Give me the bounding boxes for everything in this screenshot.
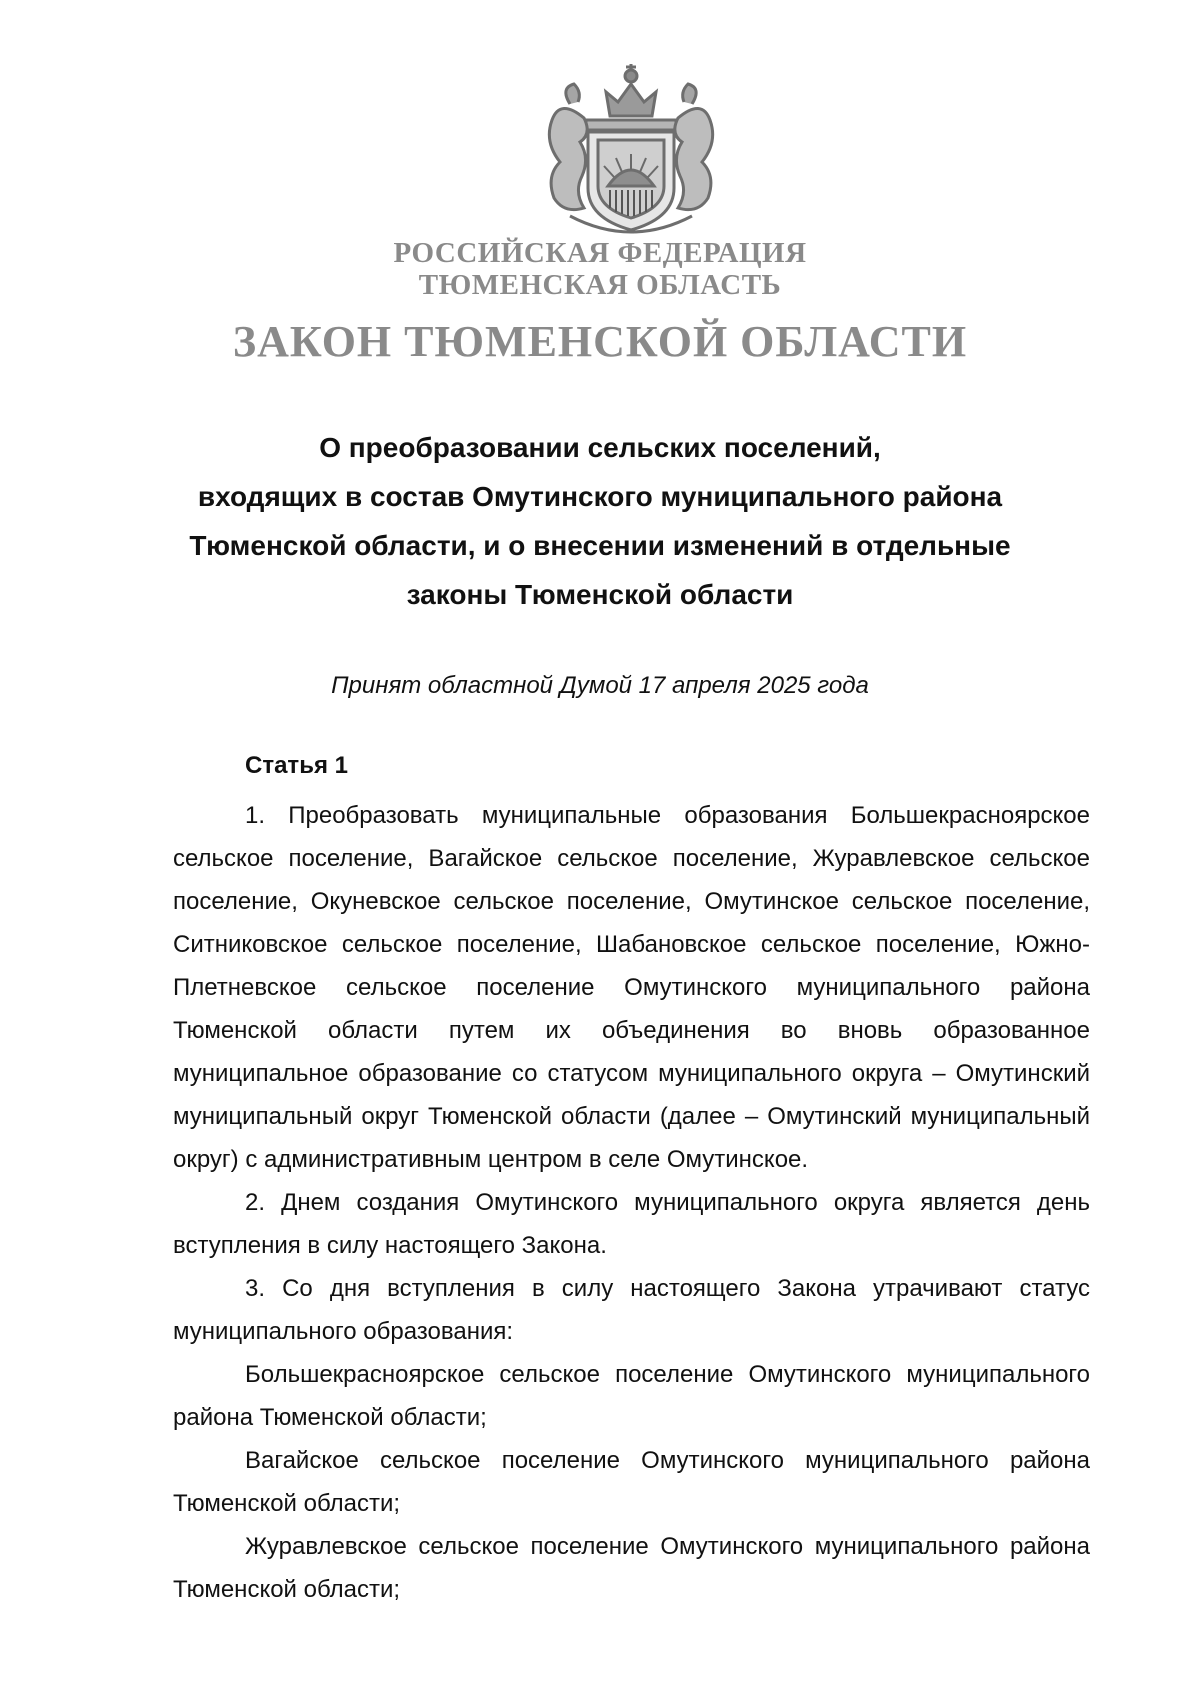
article-body [173, 794, 1090, 1611]
coat-of-arms-icon [530, 58, 732, 240]
article-paragraph: Вагайское сельское поселение Омутинского муниципального района Тюменской области; [173, 1447, 1090, 1517]
adoption-note: Принят областной Думой 17 апреля 2025 года [331, 672, 869, 699]
document-type-heading: ЗАКОН ТЮМЕНСКОЙ ОБЛАСТИ [232, 317, 968, 366]
header-region: ТЮМЕНСКАЯ ОБЛАСТЬ [418, 269, 782, 301]
article-paragraph: Большекрасноярское сельское поселение Омутинского муниципального района Тюменской области; [173, 1361, 1090, 1431]
article-paragraph: 2. Днем создания Омутинского муниципального округа является день вступления в силу настоящего Закона. [173, 1189, 1090, 1259]
article-paragraph: 1. Преобразовать муниципальные образования Большекрасноярское сельское поселение, Вагайское сельское поселение, Журавлевское сельское поселение, Окуневское сельское поселение, Омутинское сельское поселение, Ситниковское сельское поселение, Шабановское сельское поселение, Южно-Плетневское сельское поселение Омутинского муниципального района Тюменской области путем их объединения во вновь образованное муниципальное образование со статусом муниципального округа – Омутинский муниципальный округ Тюменской области (далее – Омутинский муниципальный округ) с административным центром в селе Омутинское. [173, 802, 1090, 1173]
law-title-line: входящих в состав Омутинского муниципального района [197, 481, 1003, 512]
header-country: РОССИЙСКАЯ ФЕДЕРАЦИЯ [393, 237, 807, 269]
law-title-line: Тюменской области, и о внесении изменений в отдельные [189, 530, 1011, 561]
law-title-line: законы Тюменской области [406, 579, 794, 610]
article-paragraph: 3. Со дня вступления в силу настоящего Закона утрачивают статус муниципального образования: [173, 1275, 1090, 1345]
article-heading: Статья 1 [245, 752, 348, 779]
law-title [180, 423, 1020, 619]
article-paragraph: Журавлевское сельское поселение Омутинского муниципального района Тюменской области; [173, 1533, 1090, 1603]
law-title-line: О преобразовании сельских поселений, [319, 432, 881, 463]
